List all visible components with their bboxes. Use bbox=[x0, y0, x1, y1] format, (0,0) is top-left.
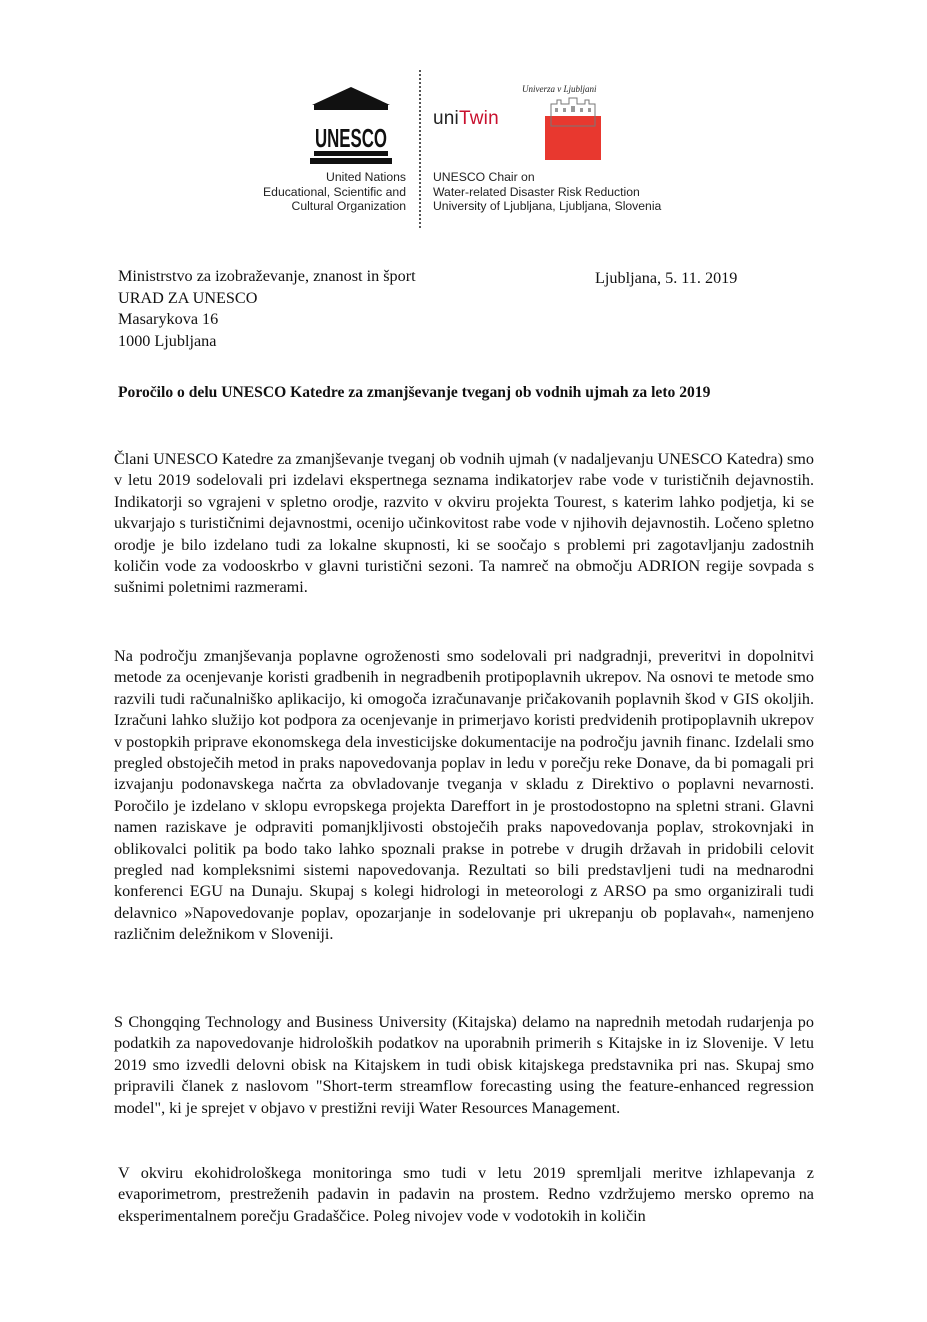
address-line: 1000 Ljubljana bbox=[118, 331, 217, 350]
address-line: Ministrstvo za izobraževanje, znanost in šport bbox=[118, 267, 416, 285]
chair-caption-line: University of Ljubljana, Ljubljana, Slovenia bbox=[433, 199, 662, 213]
letterhead bbox=[0, 0, 927, 240]
unesco-caption-line: Educational, Scientific and bbox=[263, 184, 406, 199]
document-title: Poročilo o delu UNESCO Katedre za zmanjševanje tveganj ob vodnih ujmah za leto 2019 bbox=[118, 384, 711, 401]
body-paragraph: Na področju zmanjševanja poplavne ogroženosti smo sodelovali pri nadgradnji, preveritvi in dopolnitvi metode za ocenjevanje koristi gradbenih in negradbenih protipoplavnih ukrepov. Na osnovi te metode smo razvili tudi računalniško aplikacijo, ki omogoča izračunavanje pričakovanih poplavnih škod v GIS okoljih. Izračuni lahko služijo kot podpora za ocenjevanje in primerjavo koristi predvidenih protipoplavnih ukrepov v postopkih priprave ekonomskega dela investicijske dokumentacije na področju javnih financ. Izdelali smo pregled obstoječih metod in praks napovedovanja poplav in ledu v porečju reke Donave, da bi pomagali pri izvajanju podonavskega načrta za obvladovanje tveganja v skladu z Direktivo o poplavni nevarnosti. Poročilo je izdelano v sklopu evropskega projekta Dareffort in je prostodostopno na spletni strani. Glavni namen raziskave je odpraviti pomanjkljivosti obstoječih praks napovedovanja poplav, strokovnjaki in oblikovalci politik pa bodo tako lahko spoznali prakse in potrebe v drugih državah in pridobili celovit pregled nad kompleksnimi sistemi napovedovanja. Rezultati so bili predstavljeni tudi na mednarodni konferenci EGU na Dunaju. Skupaj s kolegi hidrologi in meteorologi z ARSO pa smo organizirali tudi delavnico »Napovedovanje poplav, opozarjanje in sodelovanje pri ukrepanju ob poplavah«, namenjeno različnim deležnikom v Sloveniji. bbox=[114, 647, 814, 944]
address-line: URAD ZA UNESCO bbox=[118, 288, 258, 307]
unitwin-logo bbox=[433, 108, 499, 130]
body-paragraph: V okviru ekohidrološkega monitoringa smo tudi v letu 2019 spremljali meritve izhlapevanja z evaporimetrom, prestreženih padavin in padavin na prostem. Redno vzdržujemo mersko opremo na eksperimentalnem porečju Gradaščice. Poleg nivojev vode v vodotokih in količin bbox=[118, 1164, 814, 1225]
university-logo bbox=[545, 96, 601, 160]
unesco-caption-line: United Nations bbox=[326, 170, 406, 184]
letter-date: Ljubljana, 5. 11. 2019 bbox=[595, 269, 738, 287]
letterhead-divider bbox=[419, 70, 421, 228]
chair-caption bbox=[433, 170, 661, 214]
body-paragraph: S Chongqing Technology and Business University (Kitajska) delamo na naprednih metodah rudarjenja po podatkih za napovedovanje hidroloških podatkov na uporabnih primerih s Kitajske in iz Slovenije. V letu 2019 smo izvedli delovni obisk na Kitajskem in tudi obisk kitajskega predstavnika pri nas. Skupaj smo pripravili članek z naslovom "Short-term streamflow forecasting using the feature-enhanced regression model", ki je sprejet v objavo v prestižni reviji Water Resources Management. bbox=[114, 1013, 814, 1117]
unesco-caption bbox=[250, 170, 406, 214]
address-line: Masarykova 16 bbox=[118, 310, 219, 328]
chair-caption-line: UNESCO Chair on bbox=[433, 170, 535, 184]
university-label: Univerza v Ljubljani bbox=[522, 84, 597, 94]
unitwin-logo-part: uni bbox=[433, 108, 459, 129]
chair-caption-line: Water-related Disaster Risk Reduction bbox=[433, 184, 640, 199]
unesco-logo-letters: UNESCO bbox=[315, 123, 387, 153]
unesco-caption-line: Cultural Organization bbox=[291, 199, 406, 213]
recipient-address bbox=[118, 266, 416, 352]
body-paragraph: Člani UNESCO Katedre za zmanjševanje tveganj ob vodnih ujmah (v nadaljevanju UNESCO Katedra) smo v letu 2019 sodelovali pri izdelavi ekspertnega seznama indikatorjev rabe vode v turističnih dejavnostih. Indikatorji so vgrajeni v spletno orodje, razvito v okviru projekta Tourest, s katerim lahko podjetja, ki se ukvarjajo s turističnimi dejavnostmi, ocenijo učinkovitost rabe vode v njihovih dejavnostih. Ločeno spletno orodje je bilo izdelano tudi za lokalne skupnosti, ki se soočajo s problemi pri zagotavljanju zadostnih količin vode za vodooskrbo v glavni turistični sezoni. Ta namreč na območju ADRION regije sovpada s sušnimi poletnimi razmerami. bbox=[114, 450, 814, 597]
unitwin-logo-part: Twin bbox=[458, 108, 499, 129]
unesco-temple-logo bbox=[310, 85, 392, 165]
